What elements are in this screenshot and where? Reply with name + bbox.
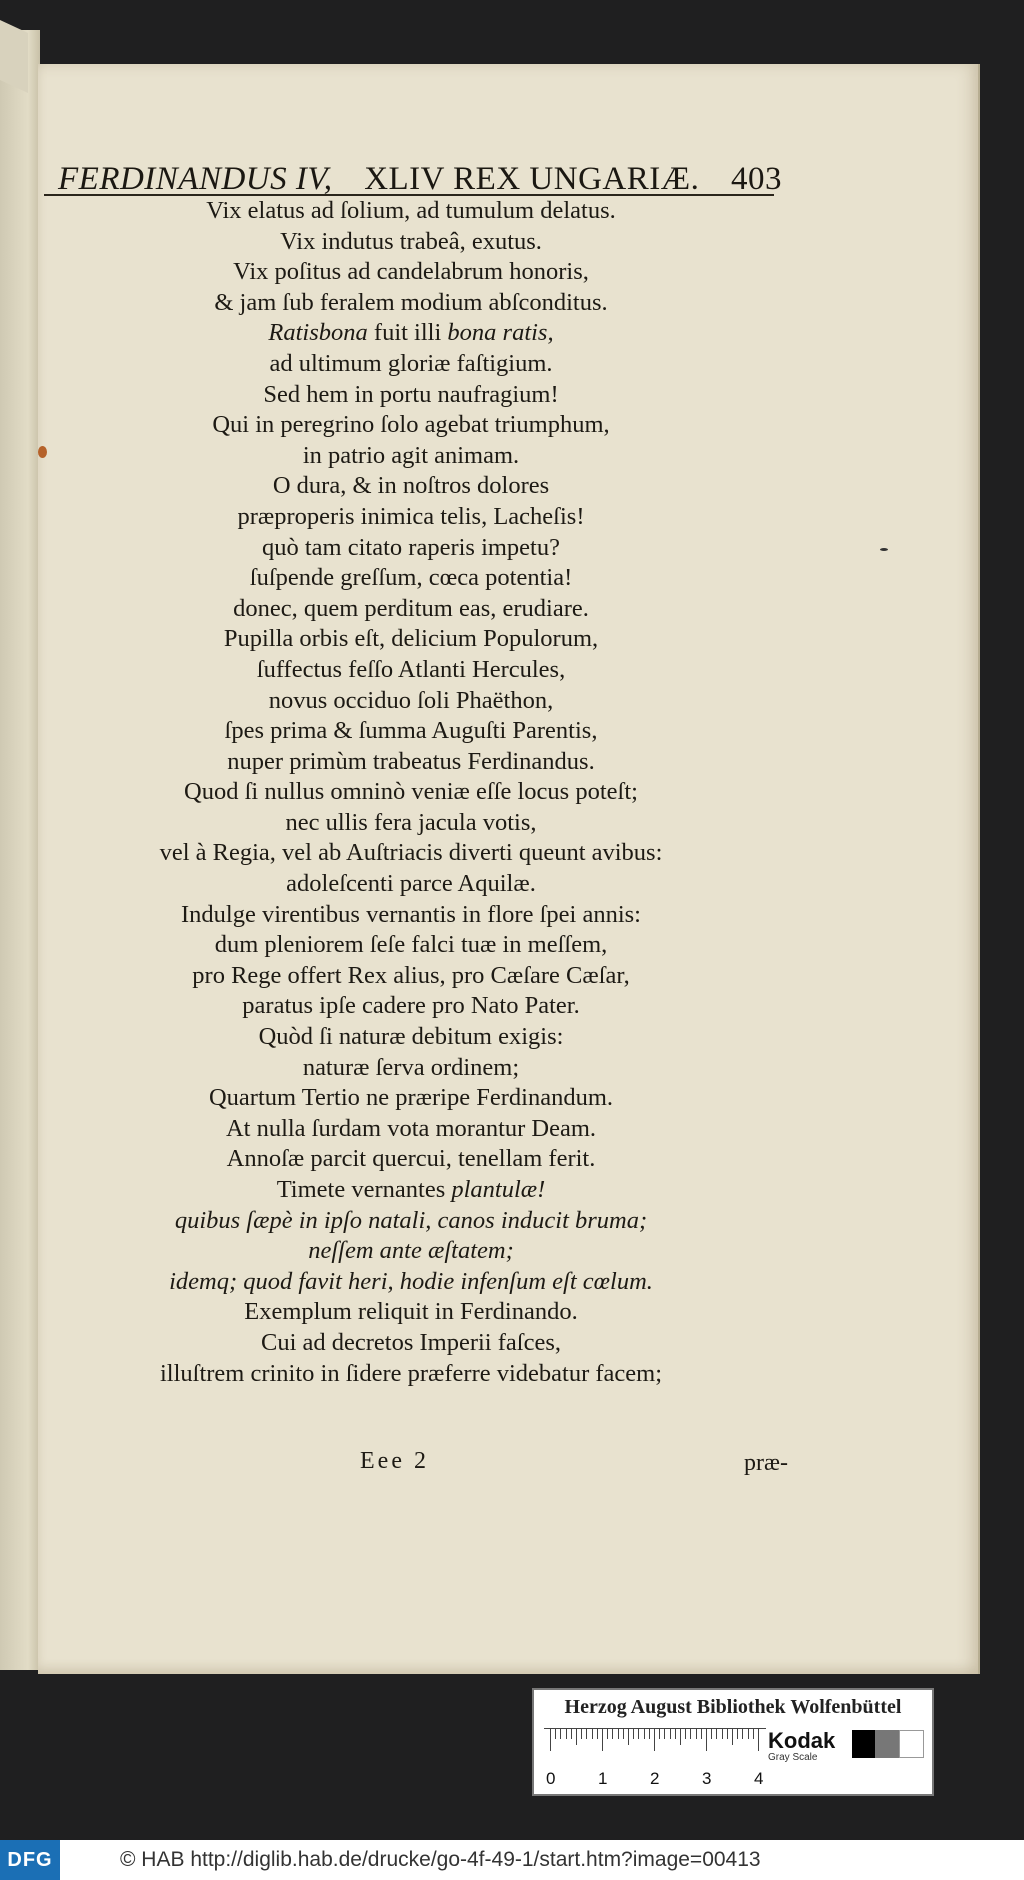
ruler-tick [586,1729,587,1739]
previous-page-edge [0,30,40,1670]
verse-line: nuper primùm trabeatus Ferdinandus. [227,747,595,775]
verse-line [96,318,726,349]
ruler-tick [716,1729,717,1739]
ruler-tick [737,1729,738,1739]
ruler-tick [597,1729,598,1739]
running-head-name: FERDINANDUS IV, [58,161,333,197]
color-scale-card [532,1688,934,1796]
verse-line: paratus ipſe cadere pro Nato Pater. [242,992,580,1020]
kodak-brand: Kodak [768,1728,836,1753]
ruler-tick [612,1729,613,1739]
verse-line: Quod ſi nullus omninò veniæ eſſe locus poteſt; [184,778,638,806]
ruler-tick [607,1729,608,1739]
verse-segment: fuit illi [367,319,448,347]
page-corner [0,20,28,93]
ruler-tick [685,1729,686,1739]
verse-line: Qui in peregrino ſolo agebat triumphum, [212,411,610,439]
verse-line: O dura, & in noſtros dolores [272,472,550,500]
signature-mark: Eee 2 [360,1448,429,1474]
verse-segment: Ratisbona [268,319,368,347]
ink-mark [880,548,888,551]
verse-line: dum pleniorem ſeſe falci tuæ in meſſem, [214,931,608,959]
ruler-tick [633,1729,634,1739]
verse-line: Exemplum reliquit in Ferdinando. [244,1298,578,1326]
verse-line: donec, quem perditum eas, erudiare. [233,594,589,622]
verse-line: ſuſpende greſſum, cœca potentia! [249,564,573,592]
ruler-tick [649,1729,650,1739]
ruler-tick [659,1729,660,1739]
gray-patch-white [899,1730,924,1758]
verse-line: quò tam citato raperis impetu? [262,533,560,561]
verse-line: At nulla ſurdam vota morantur Deam. [225,1114,597,1142]
ruler-tick [711,1729,712,1739]
verse-line [96,1175,726,1206]
dfg-logo: DFG [0,1840,60,1880]
ruler-tick [727,1729,728,1739]
foxing-spot [38,446,47,458]
verse-segment: plantulæ! [451,1176,546,1203]
running-head-title: XLIV REX UNGARIÆ. [364,161,700,197]
verse-line: in patrio agit animam. [302,441,520,469]
verse-line: novus occiduo ſoli Phaëthon, [268,686,554,714]
verse-line: Vix indutus trabeâ, exutus. [280,227,542,255]
ruler-scale [544,1728,766,1788]
verse-line: illuſtrem crinito in ſidere præferre videbatur facem; [159,1359,663,1387]
library-name: Herzog August Bibliothek Wolfenbüttel [564,1696,902,1718]
ruler-tick [675,1729,676,1739]
ruler-tick [618,1729,619,1739]
verse-line: naturæ ſerva ordinem; [302,1053,520,1081]
verse-line: idemq; quod favit heri, hodie infenſum eſt cœlum. [169,1267,653,1295]
catchword: præ- [744,1450,788,1476]
ruler-tick [628,1729,629,1745]
ruler-tick [576,1729,577,1745]
verse-segment: Timete vernantes [276,1176,452,1203]
ruler-tick [571,1729,572,1739]
ruler-tick [581,1729,582,1739]
verse-text [96,196,726,1389]
ruler-tick [680,1729,681,1745]
ruler-tick [753,1729,754,1739]
ruler-tick [623,1729,624,1739]
verse-line: vel à Regia, vel ab Auſtriacis diverti queunt avibus: [159,839,663,867]
verse-line: quibus ſæpè in ipſo natali, canos inducit bruma; [174,1206,648,1234]
kodak-sub: Gray Scale [768,1752,818,1763]
ruler-tick [664,1729,665,1739]
ruler-tick [592,1729,593,1739]
verse-line: ad ultimum gloriæ faſtigium. [269,349,553,377]
verse-line: Sed hem in portu naufragium! [263,380,559,408]
verse-line: ſuffectus feſſo Atlanti Hercules, [256,655,566,683]
ruler-tick [670,1729,671,1739]
ruler-number: 1 [598,1769,608,1788]
verse-line: ſpes prima & ſumma Auguſti Parentis, [224,717,598,745]
ruler-tick [566,1729,567,1739]
ruler-tick [555,1729,556,1739]
verse-line: Quartum Tertio ne præripe Ferdinandum. [208,1084,614,1112]
ruler-tick [602,1729,603,1751]
verse-line: neſſem ante æſtatem; [308,1237,514,1265]
gray-patch-black [852,1730,875,1758]
verse-line: nec ullis fera jacula votis, [285,808,537,836]
verse-line: præproperis inimica telis, Lacheſis! [237,502,585,530]
verse-line: & jam ſub feralem modium abſconditus. [214,288,608,316]
footer-bar [0,1840,1024,1880]
gray-patches [852,1730,924,1758]
verse-line: pro Rege offert Rex alius, pro Cæſare Cæſar, [192,961,630,989]
kodak-label [768,1728,835,1763]
verse-line: Vix elatus ad ſolium, ad tumulum delatus. [206,197,616,224]
ruler-tick [560,1729,561,1739]
ruler-tick [758,1729,759,1751]
verse-line: Pupilla orbis eſt, delicium Populorum, [223,625,599,653]
verse-line: Vix poſitus ad candelabrum honoris, [233,258,589,286]
ruler-number: 0 [546,1769,556,1788]
ruler-tick [690,1729,691,1739]
ruler-tick [701,1729,702,1739]
ruler-tick [706,1729,707,1751]
running-head [58,152,782,198]
ruler-tick [748,1729,749,1739]
ruler-number: 3 [702,1769,712,1788]
page-number: 403 [730,161,782,197]
ruler-tick [638,1729,639,1739]
ruler-number: 2 [650,1769,660,1788]
ruler-tick [732,1729,733,1745]
verse-line: Annoſæ parcit quercui, tenellam ferit. [226,1145,596,1173]
ruler-tick [696,1729,697,1739]
verse-line: Indulge virentibus vernantis in flore ſpei annis: [181,900,641,928]
ruler-tick [742,1729,743,1739]
verse-line: Cui ad decretos Imperii faſces, [260,1328,561,1356]
ruler-tick [550,1729,551,1751]
verse-line: Quòd ſi naturæ debitum exigis: [258,1023,564,1051]
verse-segment: bona ratis, [447,319,554,347]
copyright-credit[interactable]: © HAB http://diglib.hab.de/drucke/go-4f-49-1/start.htm?image=00413 [120,1848,761,1871]
ruler-tick [644,1729,645,1739]
ruler-tick [654,1729,655,1751]
ruler-number: 4 [754,1769,764,1788]
ruler-tick [722,1729,723,1739]
verse-line: adoleſcenti parce Aquilæ. [286,870,536,898]
gray-patch-mid [875,1730,898,1758]
